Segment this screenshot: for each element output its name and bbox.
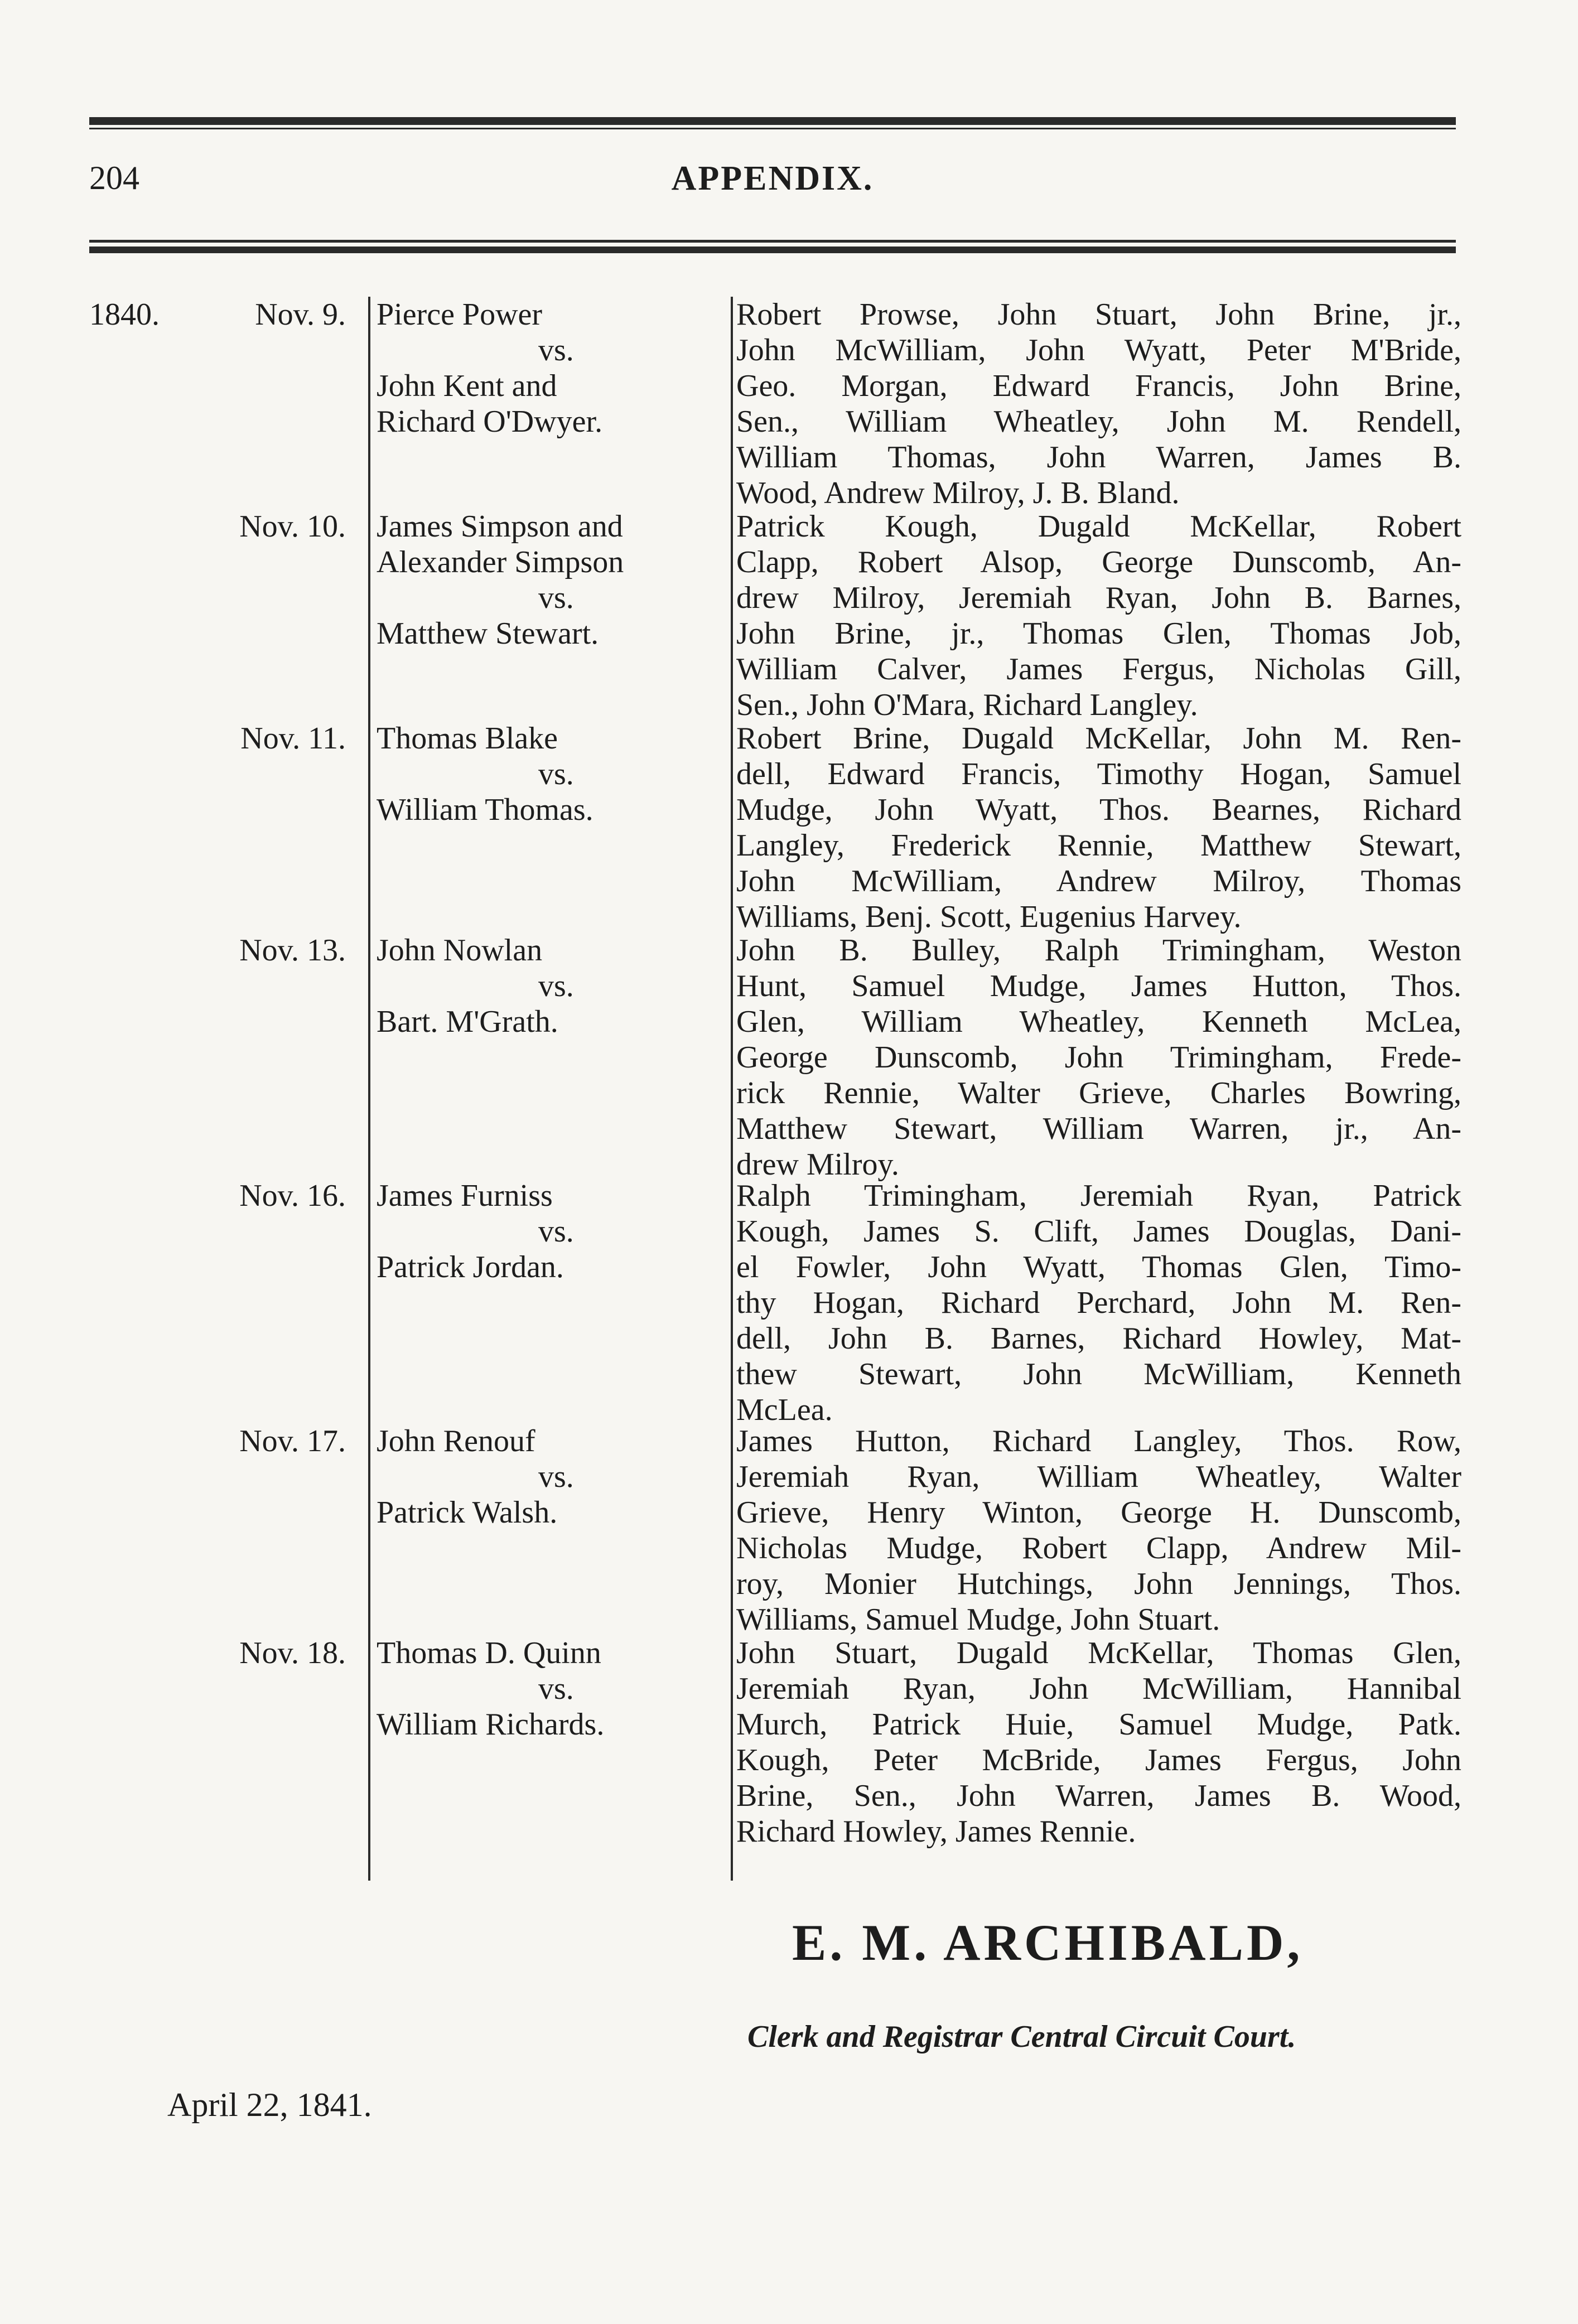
case-parties <box>377 1178 722 1285</box>
party-line: John Renouf <box>377 1424 535 1458</box>
juror-line: John Brine, jr., Thomas Glen, Thomas Job, <box>736 616 1461 651</box>
party-line: Pierce Power <box>377 297 543 332</box>
party-line: vs. <box>538 333 574 368</box>
signature-name: E. M. ARCHIBALD, <box>792 1914 1304 1971</box>
closing-date: April 22, 1841. <box>167 2086 372 2123</box>
case-parties <box>377 297 722 439</box>
party-line: Thomas Blake <box>377 721 558 756</box>
juror-line: John B. Bulley, Ralph Trimingham, Weston <box>736 933 1461 968</box>
juror-line: Kough, James S. Clift, James Douglas, Dani- <box>736 1214 1461 1249</box>
juror-line: James Hutton, Richard Langley, Thos. Row, <box>736 1424 1461 1458</box>
party-line: vs. <box>538 1671 574 1706</box>
running-title: APPENDIX. <box>671 160 874 197</box>
juror-line: Williams, Benj. Scott, Eugenius Harvey. <box>736 900 1242 934</box>
party-line: Patrick Walsh. <box>377 1495 558 1530</box>
case-parties <box>377 933 722 1040</box>
juror-line: Clapp, Robert Alsop, George Dunscomb, An- <box>736 545 1461 579</box>
juror-line: George Dunscomb, John Trimingham, Frede- <box>736 1040 1461 1075</box>
juror-line: Grieve, Henry Winton, George H. Dunscomb, <box>736 1495 1461 1530</box>
juror-line: dell, Edward Francis, Timothy Hogan, Samuel <box>736 757 1461 791</box>
party-line: vs. <box>538 581 574 615</box>
party-line: James Furniss <box>377 1178 553 1213</box>
page-header <box>89 159 1456 209</box>
case-date: Nov. 13. <box>239 933 346 968</box>
header-rule <box>89 247 1456 253</box>
signature-title: Clerk and Registrar Central Circuit Court. <box>747 2019 1296 2054</box>
case-parties <box>377 509 722 651</box>
top-rule <box>89 117 1456 125</box>
party-line: Alexander Simpson <box>377 545 624 579</box>
column-divider-right <box>731 297 733 1881</box>
juror-list <box>736 509 1461 723</box>
case-date: Nov. 10. <box>239 509 346 544</box>
party-line: vs. <box>538 757 574 791</box>
page-number: 204 <box>89 160 139 196</box>
party-line: Patrick Jordan. <box>377 1250 564 1284</box>
juror-line: Jeremiah Ryan, William Wheatley, Walter <box>736 1460 1461 1494</box>
juror-line: roy, Monier Hutchings, John Jennings, Thos. <box>736 1567 1461 1601</box>
juror-line: Williams, Samuel Mudge, John Stuart. <box>736 1602 1220 1637</box>
juror-line: Ralph Trimingham, Jeremiah Ryan, Patrick <box>736 1178 1461 1213</box>
juror-line: dell, John B. Barnes, Richard Howley, Mat- <box>736 1321 1461 1356</box>
case-date: Nov. 16. <box>239 1178 346 1213</box>
juror-line: Richard Howley, James Rennie. <box>736 1814 1136 1849</box>
case-parties <box>377 1635 722 1742</box>
juror-line: Robert Brine, Dugald McKellar, John M. Ren- <box>736 721 1461 756</box>
juror-line: John McWilliam, Andrew Milroy, Thomas <box>736 864 1461 898</box>
juror-list <box>736 1423 1461 1637</box>
juror-line: Geo. Morgan, Edward Francis, John Brine, <box>736 369 1461 403</box>
juror-list <box>736 721 1461 935</box>
juror-line: Mudge, John Wyatt, Thos. Bearnes, Richard <box>736 793 1461 827</box>
party-line: John Nowlan <box>377 933 543 968</box>
juror-line: William Calver, James Fergus, Nicholas Gill, <box>736 652 1461 687</box>
header-rule-thin <box>89 240 1456 243</box>
juror-line: Sen., John O'Mara, Richard Langley. <box>736 688 1198 722</box>
juror-line: Sen., William Wheatley, John M. Rendell, <box>736 404 1461 439</box>
case-parties <box>377 721 722 828</box>
juror-line: Glen, William Wheatley, Kenneth McLea, <box>736 1004 1461 1039</box>
juror-line: McLea. <box>736 1393 833 1427</box>
juror-list <box>736 933 1461 1182</box>
juror-list <box>736 1178 1461 1428</box>
juror-line: John McWilliam, John Wyatt, Peter M'Bride, <box>736 333 1461 368</box>
juror-line: Nicholas Mudge, Robert Clapp, Andrew Mil- <box>736 1531 1461 1566</box>
column-divider-left <box>368 297 370 1881</box>
party-line: Richard O'Dwyer. <box>377 404 603 439</box>
party-line: Thomas D. Quinn <box>377 1636 601 1670</box>
juror-line: el Fowler, John Wyatt, Thomas Glen, Timo- <box>736 1250 1461 1284</box>
juror-line: John Stuart, Dugald McKellar, Thomas Glen, <box>736 1636 1461 1670</box>
juror-line: rick Rennie, Walter Grieve, Charles Bowring, <box>736 1076 1461 1110</box>
juror-line: Matthew Stewart, William Warren, jr., An- <box>736 1112 1461 1146</box>
juror-line: Jeremiah Ryan, John McWilliam, Hannibal <box>736 1671 1461 1706</box>
juror-line: Brine, Sen., John Warren, James B. Wood, <box>736 1779 1461 1813</box>
party-line: vs. <box>538 969 574 1003</box>
juror-line: thy Hogan, Richard Perchard, John M. Ren- <box>736 1286 1461 1320</box>
party-line: vs. <box>538 1460 574 1494</box>
party-line: William Richards. <box>377 1707 605 1742</box>
case-parties <box>377 1423 722 1530</box>
top-rule-thin <box>89 128 1456 129</box>
party-line: vs. <box>538 1214 574 1249</box>
case-date: Nov. 9. <box>255 297 346 332</box>
juror-line: Wood, Andrew Milroy, J. B. Bland. <box>736 476 1180 510</box>
case-date: Nov. 11. <box>240 721 346 756</box>
juror-line: Kough, Peter McBride, James Fergus, John <box>736 1743 1461 1777</box>
juror-line: Hunt, Samuel Mudge, James Hutton, Thos. <box>736 969 1461 1003</box>
juror-line: thew Stewart, John McWilliam, Kenneth <box>736 1357 1461 1391</box>
juror-list <box>736 297 1461 511</box>
juror-line: drew Milroy, Jeremiah Ryan, John B. Barnes, <box>736 581 1461 615</box>
juror-line: Langley, Frederick Rennie, Matthew Stewart, <box>736 828 1461 863</box>
juror-line: William Thomas, John Warren, James B. <box>736 440 1461 475</box>
juror-line: drew Milroy. <box>736 1147 899 1182</box>
juror-line: Robert Prowse, John Stuart, John Brine, jr., <box>736 297 1461 332</box>
juror-list <box>736 1635 1461 1849</box>
juror-line: Patrick Kough, Dugald McKellar, Robert <box>736 509 1461 544</box>
case-date: Nov. 18. <box>239 1636 346 1670</box>
party-line: Bart. M'Grath. <box>377 1004 558 1039</box>
year: 1840. <box>89 297 160 332</box>
party-line: Matthew Stewart. <box>377 616 599 651</box>
case-date: Nov. 17. <box>239 1424 346 1458</box>
party-line: William Thomas. <box>377 793 593 827</box>
party-line: James Simpson and <box>377 509 623 544</box>
party-line: John Kent and <box>377 369 557 403</box>
juror-line: Murch, Patrick Huie, Samuel Mudge, Patk. <box>736 1707 1461 1742</box>
